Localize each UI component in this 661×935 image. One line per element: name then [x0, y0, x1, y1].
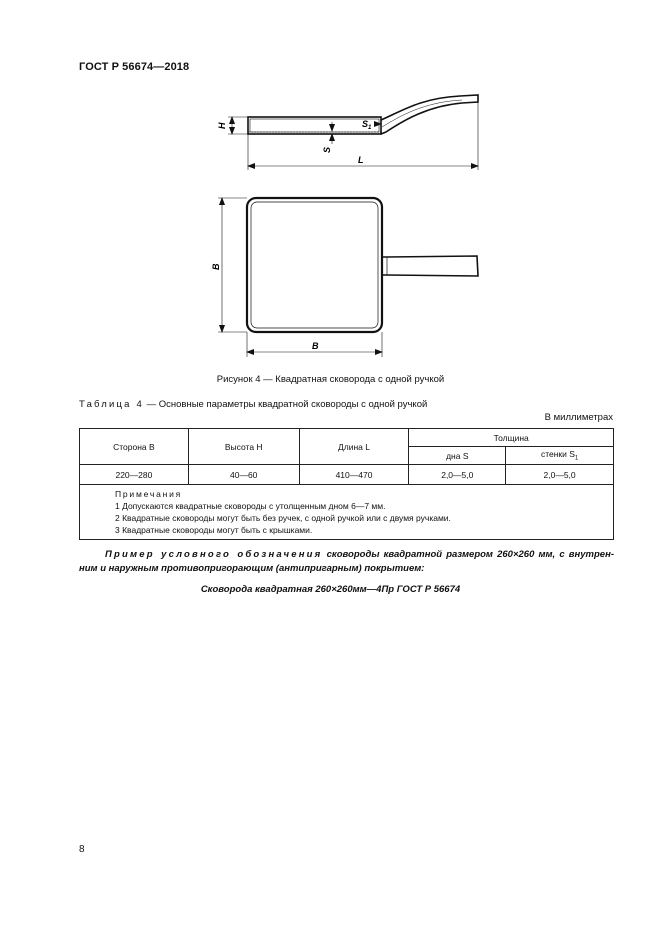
document-code: ГОСТ Р 56674—2018	[79, 61, 190, 73]
top-view	[247, 198, 478, 332]
cell-bottom: 2,0—5,0	[409, 465, 506, 485]
note-item: 2 Квадратные сковороды могут быть без ручек, с одной ручкой или с двумя ручками.	[115, 513, 451, 523]
table-title-prefix: Таблица 4	[79, 399, 144, 410]
table-units: В миллиметрах	[544, 412, 613, 423]
pan-drawing	[200, 90, 490, 365]
parameters-table	[79, 428, 614, 540]
header-length: Длина L	[299, 429, 409, 465]
example-body: сковороды квадратной размером 260×260 мм, с внутрен-ним и наружным противопригорающим (антипригарным) покрытием:	[79, 549, 614, 574]
example-designation: Сковорода квадратная 260×260мм—4Пр ГОСТ Р 56674	[200, 584, 461, 595]
table-title	[79, 399, 427, 410]
cell-length: 410—470	[299, 465, 409, 485]
table-title-text: — Основные параметры квадратной сковороды с одной ручкой	[143, 399, 428, 410]
example-lead: Пример условного обозначения	[105, 549, 323, 560]
page-number: 8	[79, 844, 85, 855]
label-B-side: B	[211, 263, 221, 270]
header-thickness: Толщина	[409, 429, 614, 447]
label-S1: $S_1$	[362, 119, 372, 131]
label-B-bottom: B	[312, 341, 319, 351]
dimension-H	[228, 117, 248, 134]
note-item: 3 Квадратные сковороды могут быть с крышками.	[115, 525, 313, 535]
label-L: L	[358, 155, 364, 165]
header-side: Сторона B	[80, 429, 189, 465]
table-row	[80, 465, 614, 485]
notes-title: Примечания	[115, 489, 183, 499]
header-height: Высота H	[188, 429, 299, 465]
table-notes	[80, 485, 614, 540]
header-bottom: дна S	[409, 447, 506, 465]
dimension-B-side	[218, 198, 247, 332]
cell-wall: 2,0—5,0	[506, 465, 614, 485]
note-item: 1 Допускаются квадратные сковороды с утолщенным дном 6—7 мм.	[115, 501, 386, 511]
label-H: H	[217, 122, 227, 129]
example-paragraph	[79, 548, 614, 576]
cell-side: 220—280	[80, 465, 189, 485]
cell-height: 40—60	[188, 465, 299, 485]
label-S: S	[322, 146, 332, 153]
figure-caption: Рисунок 4 — Квадратная сковорода с одной ручкой	[216, 374, 445, 385]
header-wall: стенки $S_1$	[506, 447, 614, 465]
